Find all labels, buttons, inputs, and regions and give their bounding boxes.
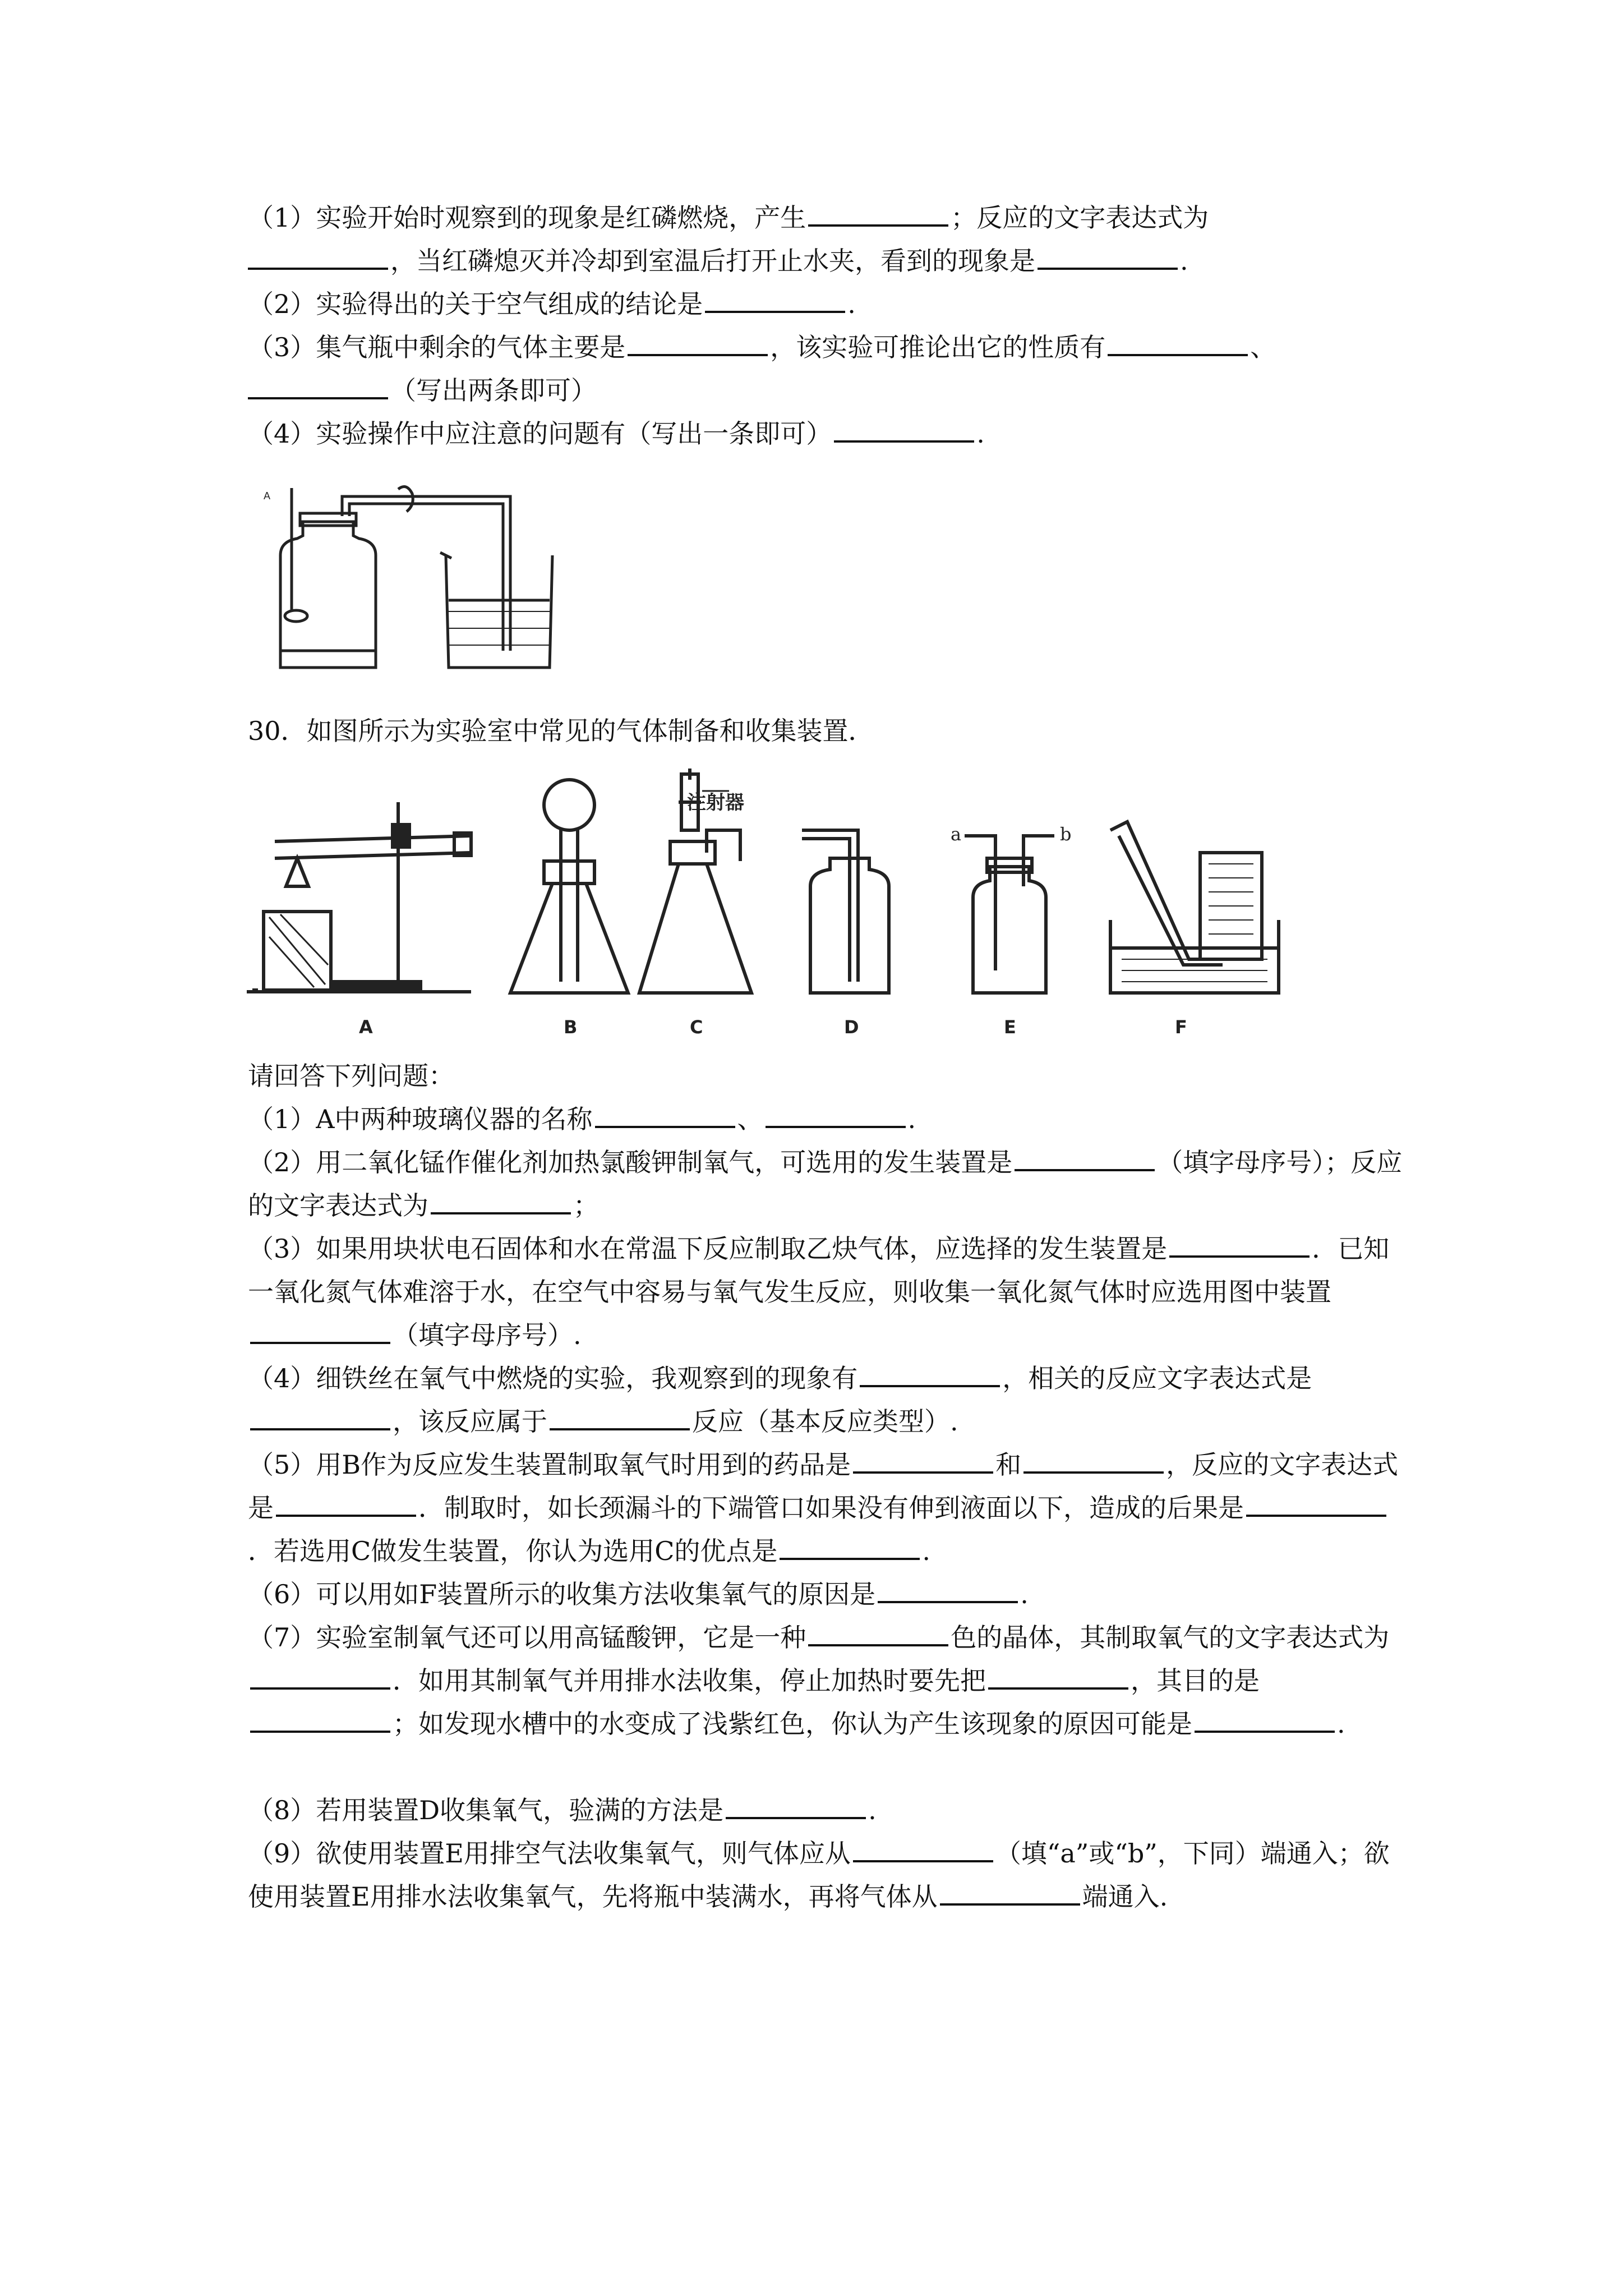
apparatus-label-F: F (1175, 1016, 1187, 1038)
question-1-4 (248, 412, 1403, 455)
question-30-1 (248, 1098, 1403, 1141)
question-30-7 (248, 1616, 1403, 1746)
answer-blank[interactable] (250, 1706, 390, 1733)
text: 色的晶体，其制取氧气的文字表达式为 (951, 1622, 1390, 1653)
question-30-intro: 请回答下列问题： (248, 1061, 454, 1091)
answer-blank[interactable] (595, 1101, 735, 1128)
question-30-6 (248, 1573, 1403, 1616)
text: ，当红磷熄灭并冷却到室温后打开止水夹，看到的现象是 (390, 246, 1035, 276)
question-1-3 (248, 326, 1403, 412)
text: . (1180, 246, 1188, 276)
answer-blank[interactable] (1246, 1490, 1386, 1517)
answer-blank[interactable] (726, 1792, 866, 1819)
answer-blank[interactable] (780, 1533, 920, 1560)
apparatus-label-D: D (844, 1016, 859, 1038)
answer-blank[interactable] (1015, 1144, 1155, 1171)
text: 、 (1250, 332, 1276, 362)
text: . (847, 289, 856, 319)
text: （填“a”或“b”，下同）端通入；欲使用装置E用排水法收集氧气，先将瓶中装满水，再将气体从 (248, 1838, 1390, 1912)
text: ； (573, 1190, 599, 1221)
text: ，相关的反应文字表达式是 (1002, 1363, 1312, 1393)
text: （3）集气瓶中剩余的气体主要是 (248, 332, 626, 362)
answer-blank[interactable] (550, 1404, 690, 1430)
question-30-9 (248, 1832, 1403, 1918)
text: （5）用B作为反应发生装置制取氧气时用到的药品是 (248, 1450, 851, 1480)
answer-blank[interactable] (808, 1619, 948, 1646)
text: ；反应的文字表达式为 (951, 203, 1209, 233)
text: （7）实验室制氧气还可以用高锰酸钾，它是一种 (248, 1622, 806, 1653)
figure-label-A: A (264, 490, 271, 501)
answer-blank[interactable] (853, 1835, 993, 1862)
text: （填字母序号）. (393, 1320, 582, 1350)
answer-blank[interactable] (248, 243, 388, 270)
text: ，该实验可推论出它的性质有 (770, 332, 1106, 362)
text: （2）用二氧化锰作催化剂加热氯酸钾制氧气，可选用的发生装置是 (248, 1147, 1013, 1177)
text: （1）实验开始时观察到的现象是红磷燃烧，产生 (248, 203, 806, 233)
answer-blank[interactable] (988, 1663, 1128, 1690)
text: . (1020, 1579, 1029, 1609)
text: （1）A中两种玻璃仪器的名称 (248, 1104, 593, 1134)
answer-blank[interactable] (250, 1317, 390, 1344)
question-30-3 (248, 1227, 1403, 1357)
text: （写出两条即可） (390, 375, 597, 406)
text: （6）可以用如F装置所示的收集方法收集氧气的原因是 (248, 1579, 876, 1609)
answer-blank[interactable] (250, 1404, 390, 1430)
port-a-label: a (951, 823, 962, 845)
gas-apparatus-figure (247, 769, 1324, 1038)
text: . (922, 1536, 931, 1566)
answer-blank[interactable] (276, 1490, 416, 1517)
text: 反应（基本反应类型）. (692, 1406, 958, 1437)
text: ，该反应属于 (393, 1406, 547, 1437)
apparatus-label-E: E (1004, 1016, 1016, 1038)
answer-blank[interactable] (1195, 1706, 1335, 1733)
text: 和 (995, 1450, 1022, 1480)
answer-blank[interactable] (1108, 329, 1248, 356)
text: ．若选用C做发生装置，你认为选用C的优点是 (248, 1536, 778, 1566)
question-30-4 (248, 1357, 1403, 1443)
text: ，其目的是 (1131, 1665, 1260, 1696)
answer-blank[interactable] (878, 1576, 1018, 1603)
question-30-5 (248, 1443, 1403, 1573)
apparatus-label-A: A (359, 1016, 373, 1038)
text: 、 (737, 1104, 763, 1134)
text: . (976, 418, 985, 449)
text: ．已知一氧化氮气体难溶于水，在空气中容易与氧气发生反应，则收集一氧化氮气体时应选用图中装置 (248, 1234, 1390, 1307)
text: （4）细铁丝在氧气中燃烧的实验，我观察到的现象有 (248, 1363, 858, 1393)
text: . (1337, 1709, 1345, 1739)
answer-blank[interactable] (705, 286, 845, 313)
text: ；如发现水槽中的水变成了浅紫红色，你认为产生该现象的原因可能是 (393, 1709, 1192, 1739)
phosphorus-apparatus-figure (247, 482, 561, 673)
answer-blank[interactable] (628, 329, 768, 356)
answer-blank[interactable] (250, 1663, 390, 1690)
question-30-title: 30．如图所示为实验室中常见的气体制备和收集装置． (248, 716, 874, 746)
apparatus-label-C: C (690, 1016, 703, 1038)
text: （3）如果用块状电石固体和水在常温下反应制取乙炔气体，应选择的发生装置是 (248, 1234, 1168, 1264)
text: （8）若用装置D收集氧气，验满的方法是 (248, 1795, 724, 1825)
apparatus-label-B: B (564, 1016, 578, 1038)
text: ．如用其制氧气并用排水法收集，停止加热时要先把 (393, 1665, 986, 1696)
text: ，反应的文字表达式是 (248, 1450, 1399, 1523)
text: 端通入. (1082, 1881, 1168, 1912)
question-1-1 (248, 196, 1403, 283)
answer-blank[interactable] (940, 1879, 1080, 1906)
answer-blank[interactable] (834, 416, 974, 443)
text: . (907, 1104, 916, 1134)
answer-blank[interactable] (248, 372, 388, 399)
text: （4）实验操作中应注意的问题有（写出一条即可） (248, 418, 832, 449)
text: （9）欲使用装置E用排空气法收集氧气，则气体应从 (248, 1838, 851, 1869)
text: ．制取时，如长颈漏斗的下端管口如果没有伸到液面以下，造成的后果是 (418, 1493, 1244, 1523)
text: （2）实验得出的关于空气组成的结论是 (248, 289, 703, 319)
question-1-2 (248, 283, 1403, 326)
answer-blank[interactable] (808, 200, 948, 227)
answer-blank[interactable] (431, 1188, 571, 1214)
answer-blank[interactable] (1038, 243, 1178, 270)
syringe-label: 注射器 (687, 792, 744, 814)
question-30-2 (248, 1141, 1403, 1227)
answer-blank[interactable] (853, 1447, 993, 1474)
answer-blank[interactable] (1169, 1231, 1310, 1258)
port-b-label: b (1060, 823, 1072, 845)
answer-blank[interactable] (860, 1360, 1000, 1387)
answer-blank[interactable] (766, 1101, 906, 1128)
answer-blank[interactable] (1023, 1447, 1164, 1474)
question-30-8 (248, 1789, 1403, 1832)
text: （填字母序号）；反应的文字表达式为 (248, 1147, 1403, 1221)
text: . (868, 1795, 877, 1825)
